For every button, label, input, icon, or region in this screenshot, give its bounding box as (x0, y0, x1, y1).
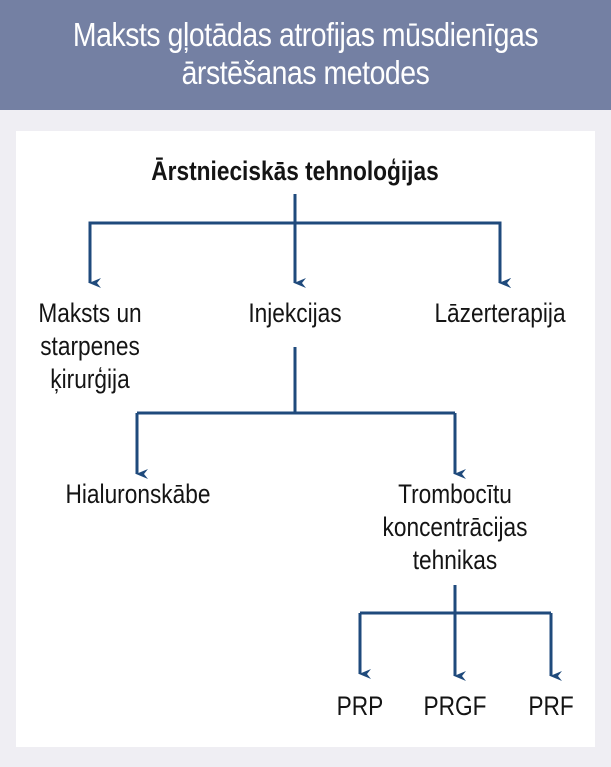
title-line-1: Maksts gļotādas atrofijas mūsdienīgas (72, 16, 539, 53)
node-prgf: PRGF (423, 691, 487, 721)
diagram-title-banner (0, 0, 611, 110)
node-laser-therapy: Lāzerterapija (434, 298, 566, 328)
node-prf: PRF (528, 691, 574, 721)
node-platelet-concentration-techniques: Trombocītu koncentrācijas tehnikas (382, 479, 528, 575)
node-injections: Injekcijas (248, 298, 342, 328)
node-hyaluronic-acid: Hialuronskābe (65, 479, 211, 509)
node-prp: PRP (336, 691, 384, 721)
title-line-2: ārstēšanas metodes (181, 54, 430, 91)
diagram-panel (16, 131, 595, 747)
node-treatment-technologies: Ārstnieciskās tehnoloģijas (151, 156, 439, 186)
node-vaginal-perineal-surgery: Maksts un starpenes ķirurģija (38, 298, 142, 394)
